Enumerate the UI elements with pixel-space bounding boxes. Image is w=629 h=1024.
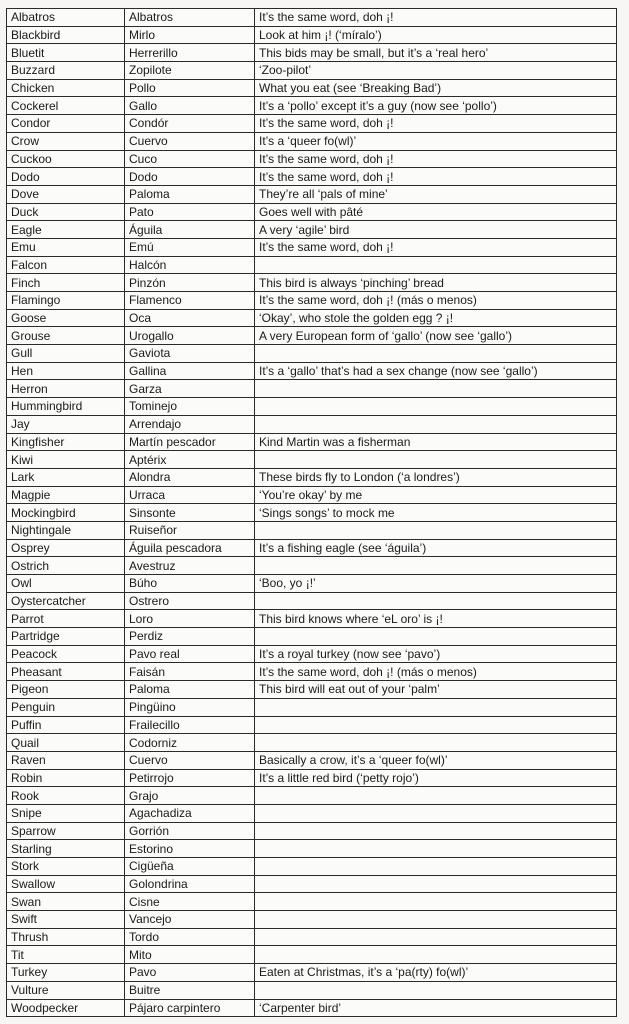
mnemonic-note-cell xyxy=(255,415,617,433)
mnemonic-note-cell: ‘Zoo-pilot’ xyxy=(255,62,617,80)
table-row xyxy=(7,875,617,893)
mnemonic-note-cell: They’re all ‘pals of mine’ xyxy=(255,185,617,203)
mnemonic-note-cell: A very ‘agile’ bird xyxy=(255,221,617,239)
mnemonic-note-cell xyxy=(255,380,617,398)
table-row xyxy=(7,203,617,221)
mnemonic-note-cell: This bird is always ‘pinching’ bread xyxy=(255,274,617,292)
spanish-name-cell: Frailecillo xyxy=(125,716,255,734)
table-row xyxy=(7,168,617,186)
table-row xyxy=(7,274,617,292)
spanish-name-cell: Vancejo xyxy=(125,911,255,929)
mnemonic-note-cell: It’s a ‘queer fo(wl)’ xyxy=(255,132,617,150)
spanish-name-cell: Avestruz xyxy=(125,557,255,575)
spanish-name-cell: Pingüino xyxy=(125,698,255,716)
english-name-cell: Goose xyxy=(7,309,125,327)
table-row xyxy=(7,539,617,557)
mnemonic-note-cell xyxy=(255,698,617,716)
spanish-name-cell: Ruiseñor xyxy=(125,521,255,539)
spanish-name-cell: Pato xyxy=(125,203,255,221)
mnemonic-note-cell xyxy=(255,345,617,363)
spanish-name-cell: Albatros xyxy=(125,9,255,27)
mnemonic-note-cell xyxy=(255,716,617,734)
english-name-cell: Chicken xyxy=(7,79,125,97)
table-row xyxy=(7,486,617,504)
mnemonic-note-cell xyxy=(255,893,617,911)
mnemonic-note-cell xyxy=(255,557,617,575)
table-row xyxy=(7,858,617,876)
table-row xyxy=(7,62,617,80)
mnemonic-note-cell: Eaten at Christmas, it’s a ‘pa(rty) fo(wl)’ xyxy=(255,964,617,982)
spanish-name-cell: Estorino xyxy=(125,840,255,858)
english-name-cell: Jay xyxy=(7,415,125,433)
spanish-name-cell: Pollo xyxy=(125,79,255,97)
spanish-name-cell: Gallo xyxy=(125,97,255,115)
mnemonic-note-cell xyxy=(255,787,617,805)
table-row xyxy=(7,575,617,593)
table-row xyxy=(7,911,617,929)
table-row xyxy=(7,981,617,999)
spanish-name-cell: Buitre xyxy=(125,981,255,999)
english-name-cell: Swan xyxy=(7,893,125,911)
table-row xyxy=(7,804,617,822)
spanish-name-cell: Tordo xyxy=(125,928,255,946)
table-row xyxy=(7,398,617,416)
mnemonic-note-cell xyxy=(255,451,617,469)
table-row xyxy=(7,663,617,681)
table-row xyxy=(7,822,617,840)
english-name-cell: Crow xyxy=(7,132,125,150)
spanish-name-cell: Ostrero xyxy=(125,592,255,610)
mnemonic-note-cell xyxy=(255,946,617,964)
table-row xyxy=(7,380,617,398)
english-name-cell: Starling xyxy=(7,840,125,858)
table-row xyxy=(7,681,617,699)
english-name-cell: Mockingbird xyxy=(7,504,125,522)
mnemonic-note-cell: It’s a little red bird (‘petty rojo’) xyxy=(255,769,617,787)
spanish-name-cell: Arrendajo xyxy=(125,415,255,433)
mnemonic-note-cell xyxy=(255,981,617,999)
english-name-cell: Pigeon xyxy=(7,681,125,699)
spanish-name-cell: Urraca xyxy=(125,486,255,504)
english-name-cell: Duck xyxy=(7,203,125,221)
table-row xyxy=(7,628,617,646)
mnemonic-note-cell xyxy=(255,858,617,876)
english-name-cell: Thrush xyxy=(7,928,125,946)
english-name-cell: Bluetit xyxy=(7,44,125,62)
spanish-name-cell: Pavo xyxy=(125,964,255,982)
mnemonic-note-cell: These birds fly to London (‘a londres’) xyxy=(255,468,617,486)
spanish-name-cell: Flamenco xyxy=(125,292,255,310)
mnemonic-note-cell xyxy=(255,928,617,946)
english-name-cell: Oystercatcher xyxy=(7,592,125,610)
spanish-name-cell: Agachadiza xyxy=(125,804,255,822)
spanish-name-cell: Cuervo xyxy=(125,132,255,150)
spanish-name-cell: Emú xyxy=(125,238,255,256)
table-row xyxy=(7,521,617,539)
english-name-cell: Swift xyxy=(7,911,125,929)
spanish-name-cell: Petirrojo xyxy=(125,769,255,787)
mnemonic-note-cell xyxy=(255,822,617,840)
table-row xyxy=(7,97,617,115)
spanish-name-cell: Martín pescador xyxy=(125,433,255,451)
mnemonic-note-cell: It’s the same word, doh ¡! xyxy=(255,168,617,186)
mnemonic-note-cell: A very European form of ‘gallo’ (now see ‘gallo’) xyxy=(255,327,617,345)
english-name-cell: Sparrow xyxy=(7,822,125,840)
english-name-cell: Raven xyxy=(7,751,125,769)
spanish-name-cell: Faisán xyxy=(125,663,255,681)
mnemonic-note-cell xyxy=(255,592,617,610)
english-name-cell: Robin xyxy=(7,769,125,787)
english-name-cell: Parrot xyxy=(7,610,125,628)
mnemonic-note-cell xyxy=(255,911,617,929)
mnemonic-note-cell: It’s the same word, doh ¡! (más o menos) xyxy=(255,663,617,681)
mnemonic-note-cell: Look at him ¡! (‘míralo’) xyxy=(255,26,617,44)
table-row xyxy=(7,928,617,946)
table-row xyxy=(7,433,617,451)
spanish-name-cell: Pinzón xyxy=(125,274,255,292)
english-name-cell: Owl xyxy=(7,575,125,593)
table-row xyxy=(7,327,617,345)
spanish-name-cell: Cuervo xyxy=(125,751,255,769)
spanish-name-cell: Búho xyxy=(125,575,255,593)
spanish-name-cell: Alondra xyxy=(125,468,255,486)
table-row xyxy=(7,9,617,27)
english-name-cell: Albatros xyxy=(7,9,125,27)
table-row xyxy=(7,734,617,752)
mnemonic-note-cell: Goes well with pâté xyxy=(255,203,617,221)
mnemonic-note-cell: It’s the same word, doh ¡! xyxy=(255,238,617,256)
table-row xyxy=(7,610,617,628)
english-name-cell: Hummingbird xyxy=(7,398,125,416)
spanish-name-cell: Paloma xyxy=(125,185,255,203)
spanish-name-cell: Urogallo xyxy=(125,327,255,345)
mnemonic-note-cell: It’s the same word, doh ¡! xyxy=(255,9,617,27)
mnemonic-note-cell: It’s a fishing eagle (see ‘águila’) xyxy=(255,539,617,557)
table-row xyxy=(7,345,617,363)
table-row xyxy=(7,115,617,133)
spanish-name-cell: Cisne xyxy=(125,893,255,911)
spanish-name-cell: Grajo xyxy=(125,787,255,805)
table-row xyxy=(7,256,617,274)
english-name-cell: Buzzard xyxy=(7,62,125,80)
english-name-cell: Blackbird xyxy=(7,26,125,44)
spanish-name-cell: Zopilote xyxy=(125,62,255,80)
table-row xyxy=(7,221,617,239)
table-row xyxy=(7,79,617,97)
english-name-cell: Puffin xyxy=(7,716,125,734)
table-row xyxy=(7,840,617,858)
english-name-cell: Vulture xyxy=(7,981,125,999)
spanish-name-cell: Pavo real xyxy=(125,645,255,663)
mnemonic-note-cell: ‘Okay’, who stole the golden egg ? ¡! xyxy=(255,309,617,327)
table-row xyxy=(7,150,617,168)
table-row xyxy=(7,451,617,469)
mnemonic-note-cell xyxy=(255,875,617,893)
english-name-cell: Cuckoo xyxy=(7,150,125,168)
table-row xyxy=(7,44,617,62)
spanish-name-cell: Dodo xyxy=(125,168,255,186)
mnemonic-note-cell: This bird will eat out of your ‘palm’ xyxy=(255,681,617,699)
table-row xyxy=(7,557,617,575)
english-name-cell: Finch xyxy=(7,274,125,292)
mnemonic-note-cell: This bids may be small, but it’s a ‘real hero’ xyxy=(255,44,617,62)
english-name-cell: Cockerel xyxy=(7,97,125,115)
mnemonic-note-cell: This bird knows where ‘eL oro’ is ¡! xyxy=(255,610,617,628)
english-name-cell: Nightingale xyxy=(7,521,125,539)
english-name-cell: Falcon xyxy=(7,256,125,274)
english-name-cell: Pheasant xyxy=(7,663,125,681)
english-name-cell: Penguin xyxy=(7,698,125,716)
table-row xyxy=(7,185,617,203)
spanish-name-cell: Mirlo xyxy=(125,26,255,44)
spanish-name-cell: Gorrión xyxy=(125,822,255,840)
mnemonic-note-cell: It’s the same word, doh ¡! xyxy=(255,115,617,133)
spanish-name-cell: Perdiz xyxy=(125,628,255,646)
mnemonic-note-cell xyxy=(255,804,617,822)
english-name-cell: Condor xyxy=(7,115,125,133)
english-name-cell: Lark xyxy=(7,468,125,486)
english-name-cell: Osprey xyxy=(7,539,125,557)
english-name-cell: Stork xyxy=(7,858,125,876)
english-name-cell: Kiwi xyxy=(7,451,125,469)
mnemonic-note-cell: It’s a ‘pollo’ except it’s a guy (now see ‘pollo’) xyxy=(255,97,617,115)
english-name-cell: Ostrich xyxy=(7,557,125,575)
table-row xyxy=(7,716,617,734)
table-row xyxy=(7,415,617,433)
mnemonic-note-cell xyxy=(255,521,617,539)
spanish-name-cell: Aptérix xyxy=(125,451,255,469)
mnemonic-note-cell: ‘Boo, yo ¡!’ xyxy=(255,575,617,593)
bird-vocabulary-table xyxy=(6,8,617,1017)
table-row xyxy=(7,468,617,486)
table-row xyxy=(7,132,617,150)
table-row xyxy=(7,769,617,787)
mnemonic-note-cell: It’s the same word, doh ¡! xyxy=(255,150,617,168)
english-name-cell: Peacock xyxy=(7,645,125,663)
mnemonic-note-cell xyxy=(255,628,617,646)
spanish-name-cell: Garza xyxy=(125,380,255,398)
mnemonic-note-cell: ‘You’re okay’ by me xyxy=(255,486,617,504)
mnemonic-note-cell: What you eat (see ‘Breaking Bad’) xyxy=(255,79,617,97)
table-row xyxy=(7,592,617,610)
spanish-name-cell: Paloma xyxy=(125,681,255,699)
mnemonic-note-cell: It’s a royal turkey (now see ‘pavo’) xyxy=(255,645,617,663)
english-name-cell: Hen xyxy=(7,362,125,380)
spanish-name-cell: Loro xyxy=(125,610,255,628)
mnemonic-note-cell: Kind Martin was a fisherman xyxy=(255,433,617,451)
mnemonic-note-cell xyxy=(255,398,617,416)
english-name-cell: Quail xyxy=(7,734,125,752)
mnemonic-note-cell xyxy=(255,256,617,274)
english-name-cell: Emu xyxy=(7,238,125,256)
english-name-cell: Swallow xyxy=(7,875,125,893)
table-row xyxy=(7,504,617,522)
spanish-name-cell: Mito xyxy=(125,946,255,964)
english-name-cell: Flamingo xyxy=(7,292,125,310)
english-name-cell: Woodpecker xyxy=(7,999,125,1017)
mnemonic-note-cell: Basically a crow, it’s a ‘queer fo(wl)’ xyxy=(255,751,617,769)
mnemonic-note-cell xyxy=(255,840,617,858)
spanish-name-cell: Pájaro carpintero xyxy=(125,999,255,1017)
table-body xyxy=(7,9,617,1017)
english-name-cell: Dove xyxy=(7,185,125,203)
table-row xyxy=(7,362,617,380)
mnemonic-note-cell: ‘Sings songs’ to mock me xyxy=(255,504,617,522)
table-row xyxy=(7,309,617,327)
mnemonic-note-cell: ‘Carpenter bird’ xyxy=(255,999,617,1017)
spanish-name-cell: Águila xyxy=(125,221,255,239)
mnemonic-note-cell: It’s the same word, doh ¡! (más o menos) xyxy=(255,292,617,310)
mnemonic-note-cell: It’s a ‘gallo’ that’s had a sex change (now see ‘gallo’) xyxy=(255,362,617,380)
english-name-cell: Grouse xyxy=(7,327,125,345)
english-name-cell: Snipe xyxy=(7,804,125,822)
spanish-name-cell: Herrerillo xyxy=(125,44,255,62)
spanish-name-cell: Condór xyxy=(125,115,255,133)
table-row xyxy=(7,999,617,1017)
spanish-name-cell: Codorniz xyxy=(125,734,255,752)
english-name-cell: Rook xyxy=(7,787,125,805)
english-name-cell: Magpie xyxy=(7,486,125,504)
spanish-name-cell: Cigüeña xyxy=(125,858,255,876)
english-name-cell: Eagle xyxy=(7,221,125,239)
english-name-cell: Dodo xyxy=(7,168,125,186)
table-row xyxy=(7,26,617,44)
table-row xyxy=(7,238,617,256)
table-row xyxy=(7,787,617,805)
spanish-name-cell: Oca xyxy=(125,309,255,327)
english-name-cell: Partridge xyxy=(7,628,125,646)
spanish-name-cell: Tominejo xyxy=(125,398,255,416)
table-row xyxy=(7,751,617,769)
english-name-cell: Gull xyxy=(7,345,125,363)
table-row xyxy=(7,946,617,964)
table-row xyxy=(7,698,617,716)
english-name-cell: Tit xyxy=(7,946,125,964)
spanish-name-cell: Gaviota xyxy=(125,345,255,363)
english-name-cell: Turkey xyxy=(7,964,125,982)
table-row xyxy=(7,292,617,310)
spanish-name-cell: Águila pescadora xyxy=(125,539,255,557)
table-row xyxy=(7,964,617,982)
table-row xyxy=(7,645,617,663)
english-name-cell: Herron xyxy=(7,380,125,398)
spanish-name-cell: Halcón xyxy=(125,256,255,274)
mnemonic-note-cell xyxy=(255,734,617,752)
table-row xyxy=(7,893,617,911)
spanish-name-cell: Golondrina xyxy=(125,875,255,893)
english-name-cell: Kingfisher xyxy=(7,433,125,451)
spanish-name-cell: Gallina xyxy=(125,362,255,380)
spanish-name-cell: Cuco xyxy=(125,150,255,168)
spanish-name-cell: Sinsonte xyxy=(125,504,255,522)
